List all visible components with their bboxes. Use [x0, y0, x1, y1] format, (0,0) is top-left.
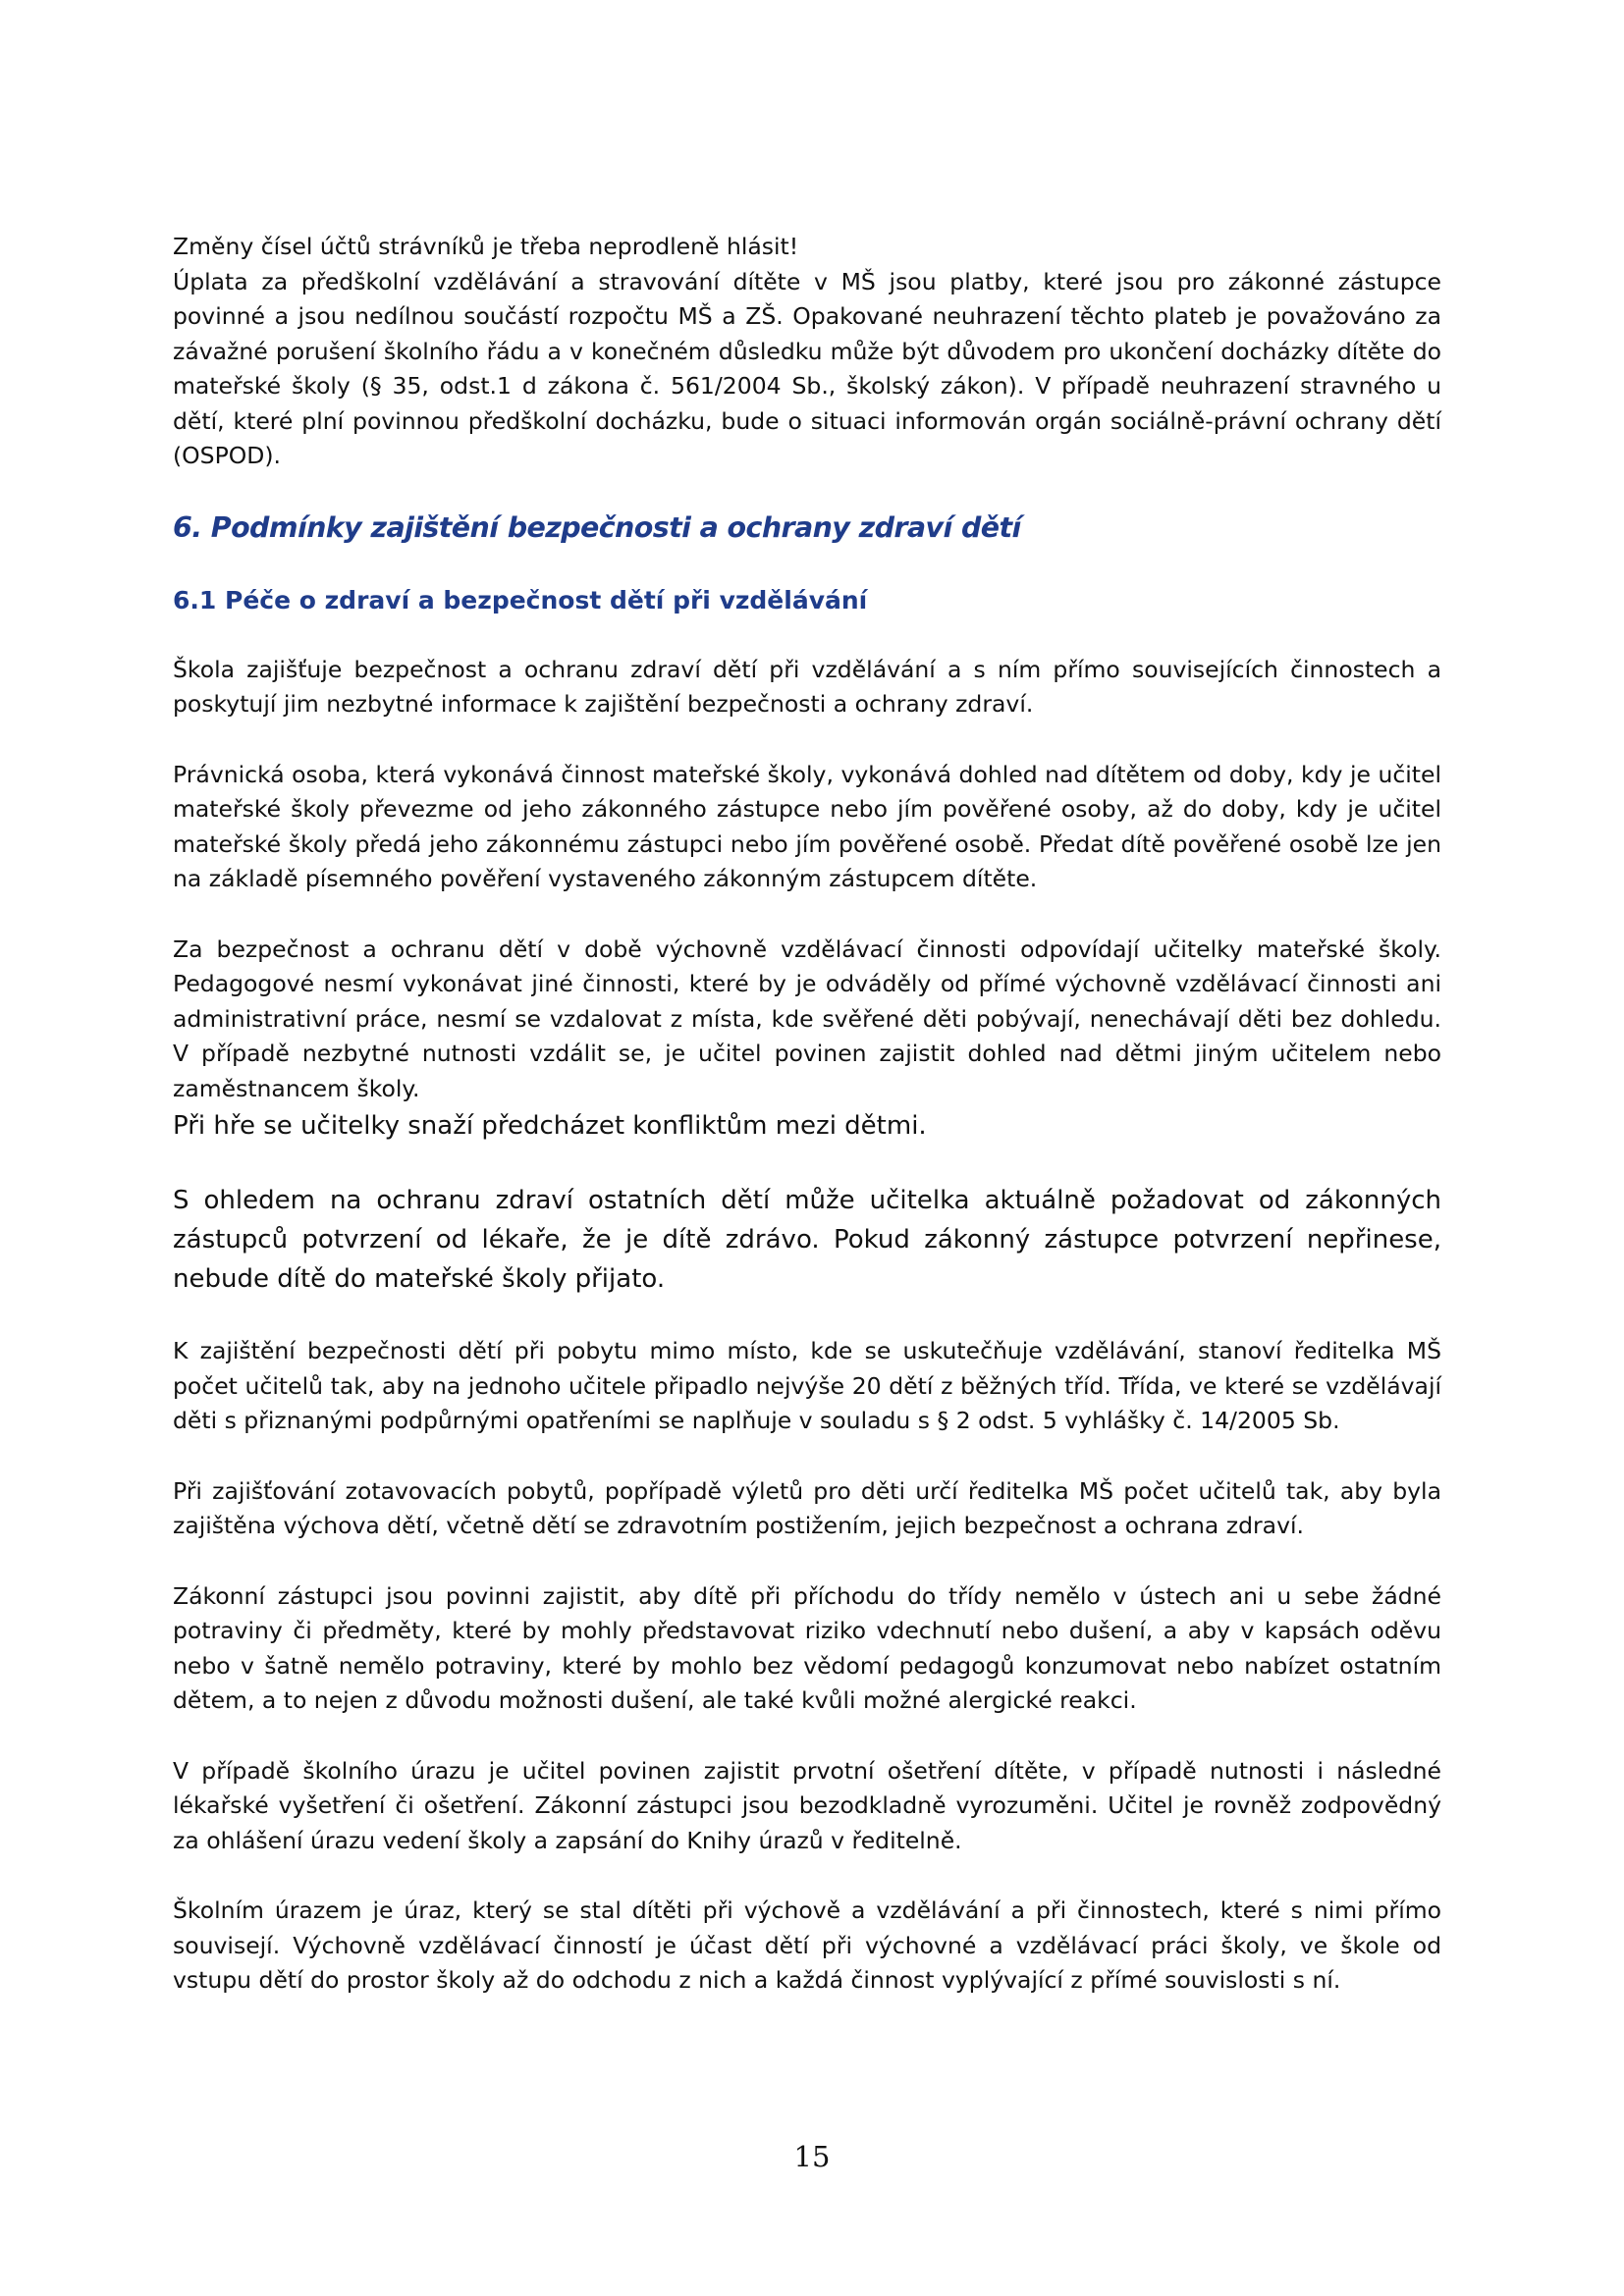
paragraph-trips: Při zajišťování zotavovacích pobytů, popřípadě výletů pro děti určí ředitelka MŠ počet učitelů tak, aby byla zajištěna výchova dětí, včetně dětí se zdravotním postižením, jejich bezpečnost a ochrana zdraví. — [173, 1476, 1441, 1539]
paragraph-health-certificate: S ohledem na ochranu zdraví ostatních dětí může učitelka aktuálně požadovat od zákonných zástupců potvrzení od lékaře, že je dítě zdrávo. Pokud zákonný zástupce potvrzení nepřinese, nebude dítě do mateřské školy přijato. — [173, 1186, 1441, 1294]
paragraph-safety: Škola zajišťuje bezpečnost a ochranu zdraví dětí při vzdělávání a s ním přímo souvisejících činnostech a poskytují jim nezbytné informace k zajištění bezpečnosti a ochrany zdraví. — [173, 655, 1441, 718]
section-heading: 6. Podmínky zajištění bezpečnosti a ochrany zdraví dětí — [173, 510, 1021, 544]
document-body — [173, 230, 1441, 1999]
intro-paragraph: Úplata za předškolní vzdělávání a stravování dítěte v MŠ jsou platby, které jsou pro zákonné zástupce povinné a jsou nedílnou součástí rozpočtu MŠ a ZŠ. Opakované neuhrazení těchto plateb je považováno za závažné porušení školního řádu a v konečném důsledku může být důvodem pro ukončení docházky dítěte do mateřské školy (§ 35, odst.1 d zákona č. 561/2004 Sb., školský zákon). V případě neuhrazení stravného u dětí, které plní povinnou předškolní docházku, bude o situaci informován orgán sociálně-právní ochrany dětí (OSPOD). — [173, 267, 1441, 469]
subsection-heading: 6.1 Péče o zdraví a bezpečnost dětí při vzdělávání — [173, 585, 868, 614]
intro-notice: Změny čísel účtů strávníků je třeba neprodleně hlásit! — [173, 233, 799, 260]
page-number: 15 — [793, 2140, 831, 2173]
paragraph-responsibility: Za bezpečnost a ochranu dětí v době výchovně vzdělávací činnosti odpovídají učitelky mateřské školy. Pedagogové nesmí vykonávat jiné činnosti, které by je odváděly od přímé výchovně vzdělávací činnosti ani administrativní práce, nesmí se vzdalovat z místa, kde svěřené děti pobývají, nenechávají děti bez dohledu. V případě nezbytné nutnosti vzdálit se, je učitel povinen zajistit dohled nad dětmi jiným učitelem nebo zaměstnancem školy. — [173, 934, 1441, 1102]
paragraph-conflicts: Při hře se učitelky snaží předcházet konfliktům mezi dětmi. — [173, 1111, 927, 1141]
paragraph-supervision: Právnická osoba, která vykonává činnost mateřské školy, vykonává dohled nad dítětem od doby, kdy je učitel mateřské školy převezme od jeho zákonného zástupce nebo jím pověřené osoby, až do doby, kdy je učitel mateřské školy předá jeho zákonnému zástupci nebo jím pověřené osobě. Předat dítě pověřené osobě lze jen na základě písemného pověření vystaveného zákonným zástupcem dítěte. — [173, 760, 1441, 892]
paragraph-food-objects: Zákonní zástupci jsou povinni zajistit, aby dítě při příchodu do třídy nemělo v ústech ani u sebe žádné potraviny či předměty, které by mohly představovat riziko vdechnutí nebo dušení, a aby v kapsách oděvu nebo v šatně nemělo potraviny, které by mohlo bez vědomí pedagogů konzumovat nebo nabízet ostatním dětem, a to nejen z důvodu možnosti dušení, ale také kvůli možné alergické reakci. — [173, 1581, 1441, 1714]
paragraph-injury-definition: Školním úrazem je úraz, který se stal dítěti při výchově a vzdělávání a při činnostech, které s nimi přímo souvisejí. Výchovně vzdělávací činností je účast dětí při výchovné a vzdělávací práci školy, ve škole od vstupu dětí do prostor školy až do odchodu z nich a každá činnost vyplývající z přímé souvislosti s ní. — [173, 1896, 1441, 1994]
paragraph-outside-activities: K zajištění bezpečnosti dětí při pobytu mimo místo, kde se uskutečňuje vzdělávání, stanoví ředitelka MŠ počet učitelů tak, aby na jednoho učitele připadlo nejvýše 20 dětí z běžných tříd. Třída, ve které se vzdělávají děti s přiznanými podpůrnými opatřeními se naplňuje v souladu s § 2 odst. 5 vyhlášky č. 14/2005 Sb. — [173, 1337, 1441, 1434]
paragraph-injury-procedure: V případě školního úrazu je učitel povinen zajistit prvotní ošetření dítěte, v případě nutnosti i následné lékařské vyšetření či ošetření. Zákonní zástupci jsou bezodkladně vyrozuměni. Učitel je rovněž zodpovědný za ohlášení úrazu vedení školy a zapsání do Knihy úrazů v ředitelně. — [173, 1756, 1441, 1854]
